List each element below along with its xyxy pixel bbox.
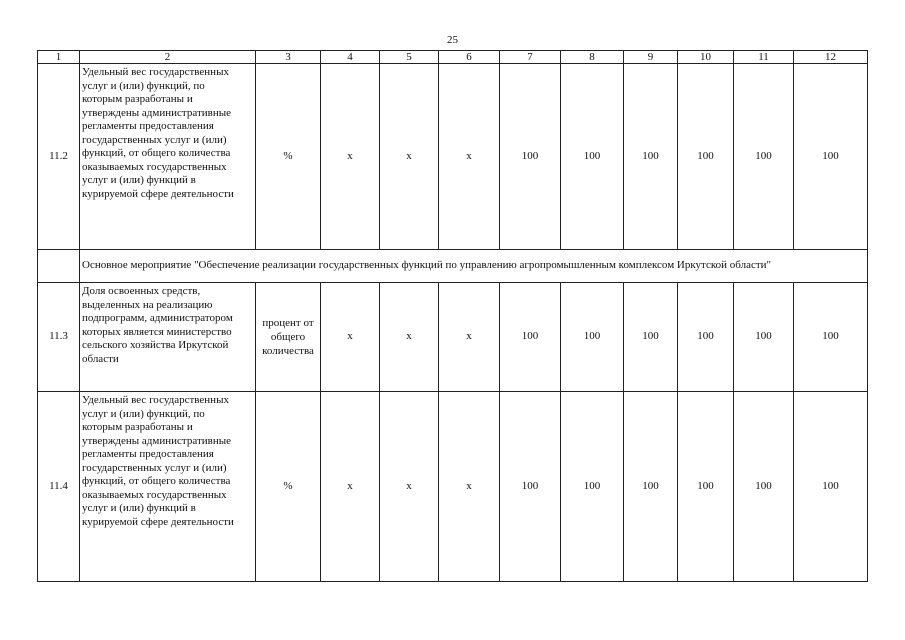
value-cell: 100	[794, 283, 868, 392]
unit-cell: процент от общего количества	[256, 283, 321, 392]
value-cell: х	[321, 283, 380, 392]
value-cell: 100	[561, 392, 624, 582]
unit-cell: %	[256, 392, 321, 582]
column-header: 11	[734, 51, 794, 64]
value-cell: 100	[734, 392, 794, 582]
value-cell: 100	[624, 392, 678, 582]
table-row	[38, 392, 868, 582]
row-number: 11.4	[38, 392, 80, 582]
value-cell: 100	[734, 64, 794, 250]
section-row	[38, 250, 868, 283]
value-cell: 100	[794, 64, 868, 250]
column-header: 10	[678, 51, 734, 64]
value-cell: 100	[794, 392, 868, 582]
section-number-cell	[38, 250, 80, 283]
value-cell: 100	[500, 283, 561, 392]
indicators-table	[37, 50, 868, 582]
column-header: 1	[38, 51, 80, 64]
row-number: 11.2	[38, 64, 80, 250]
column-header: 2	[80, 51, 256, 64]
section-title: Основное мероприятие "Обеспечение реализации государственных функций по управлению агропромышленным комплексом Иркутской области"	[80, 250, 868, 283]
table-row	[38, 283, 868, 392]
indicator-name: Удельный вес государственных услуг и (или) функций, по которым разработаны и утверждены административные регламенты предоставления государственных услуг и (или) функций, от общего количества оказываемых государственных услуг и (или) функций в курируемой сфере деятельности	[80, 392, 256, 582]
value-cell: 100	[734, 283, 794, 392]
value-cell: х	[380, 392, 439, 582]
value-cell: 100	[500, 392, 561, 582]
value-cell: х	[321, 64, 380, 250]
column-header: 8	[561, 51, 624, 64]
column-header: 5	[380, 51, 439, 64]
page-number: 25	[447, 34, 458, 46]
column-header: 7	[500, 51, 561, 64]
indicator-name: Удельный вес государственных услуг и (или) функций, по которым разработаны и утверждены административные регламенты предоставления государственных услуг и (или) функций, от общего количества оказываемых государственных услуг и (или) функций в курируемой сфере деятельности	[80, 64, 256, 250]
value-cell: 100	[678, 64, 734, 250]
value-cell: х	[439, 283, 500, 392]
value-cell: х	[439, 64, 500, 250]
value-cell: 100	[624, 64, 678, 250]
value-cell: 100	[624, 283, 678, 392]
column-header: 9	[624, 51, 678, 64]
column-number-row	[38, 51, 868, 64]
value-cell: х	[380, 64, 439, 250]
column-header: 3	[256, 51, 321, 64]
column-header: 12	[794, 51, 868, 64]
value-cell: 100	[561, 64, 624, 250]
indicator-name: Доля освоенных средств, выделенных на реализацию подпрограмм, администратором которых является министерство сельского хозяйства Иркутской области	[80, 283, 256, 392]
unit-cell: %	[256, 64, 321, 250]
value-cell: 100	[561, 283, 624, 392]
value-cell: 100	[678, 283, 734, 392]
value-cell: 100	[678, 392, 734, 582]
value-cell: х	[439, 392, 500, 582]
column-header: 4	[321, 51, 380, 64]
column-header: 6	[439, 51, 500, 64]
value-cell: 100	[500, 64, 561, 250]
table-row	[38, 64, 868, 250]
value-cell: х	[380, 283, 439, 392]
value-cell: х	[321, 392, 380, 582]
row-number: 11.3	[38, 283, 80, 392]
